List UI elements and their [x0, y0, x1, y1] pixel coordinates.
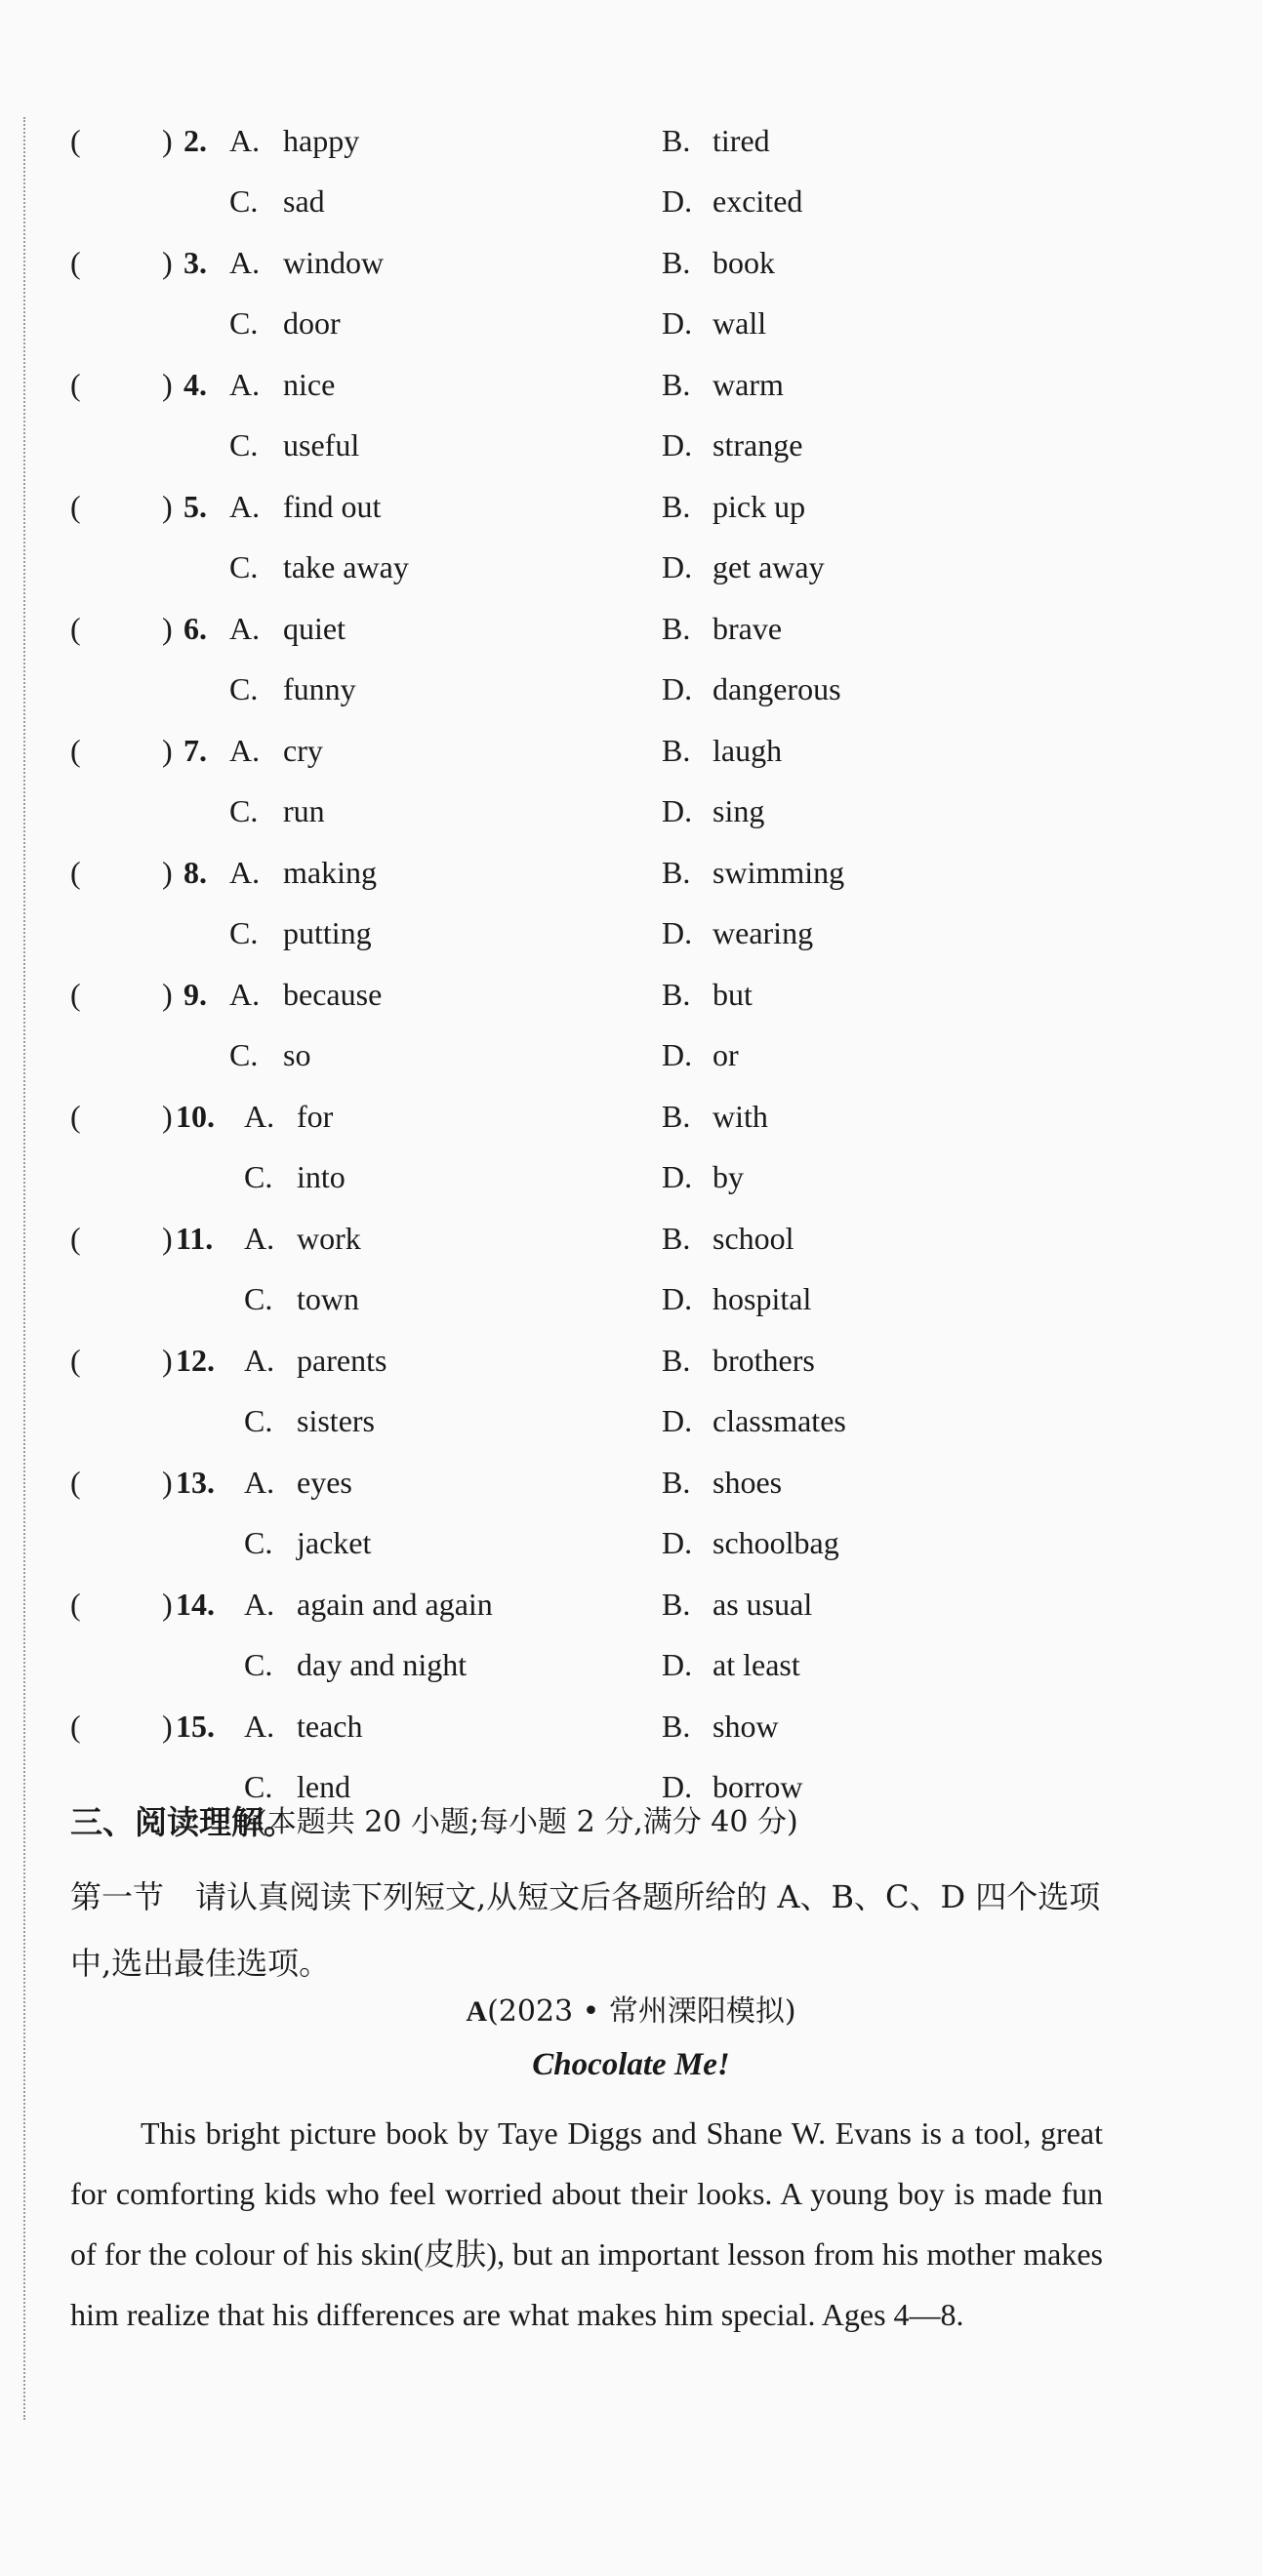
- question-row: [0, 232, 1262, 293]
- question-row: [0, 964, 1262, 1025]
- question-row-options: [0, 415, 1262, 475]
- option-letter-a: A.: [229, 367, 261, 402]
- option-a: eyes: [297, 1465, 352, 1500]
- option-b: pick up: [712, 489, 806, 524]
- option-letter-c: C.: [244, 1281, 273, 1316]
- option-letter-d: D.: [662, 1159, 693, 1194]
- option-letter-a: A.: [244, 1465, 275, 1500]
- option-a: because: [283, 977, 383, 1012]
- option-letter-b: B.: [662, 733, 691, 768]
- option-c: jacket: [297, 1525, 372, 1560]
- question-row: [0, 1330, 1262, 1390]
- answer-paren-close: ): [162, 611, 173, 646]
- answer-paren-close: ): [162, 733, 173, 768]
- question-row: [0, 1208, 1262, 1268]
- option-c: town: [297, 1281, 359, 1316]
- answer-paren-open: (: [70, 245, 81, 280]
- option-c: useful: [283, 427, 360, 463]
- option-b: with: [712, 1099, 768, 1134]
- answer-paren-close: ): [162, 977, 173, 1012]
- answer-paren-open: (: [70, 367, 81, 402]
- option-c: into: [297, 1159, 346, 1194]
- option-letter-b: B.: [662, 1587, 691, 1622]
- option-letter-b: B.: [662, 1221, 691, 1256]
- option-letter-d: D.: [662, 671, 693, 706]
- option-a: for: [297, 1099, 334, 1134]
- option-letter-d: D.: [662, 1647, 693, 1682]
- question-number: 5.: [183, 489, 207, 524]
- option-letter-d: D.: [662, 1403, 693, 1438]
- passage-letter: A: [466, 1995, 488, 2028]
- option-letter-a: A.: [229, 123, 261, 158]
- option-b: but: [712, 977, 753, 1012]
- option-d: or: [712, 1037, 739, 1072]
- option-c: so: [283, 1037, 311, 1072]
- answer-paren-close: ): [162, 1465, 173, 1500]
- option-a: happy: [283, 123, 360, 158]
- option-a: again and again: [297, 1587, 493, 1622]
- question-row-options: [0, 903, 1262, 963]
- answer-paren-close: ): [162, 1099, 173, 1134]
- option-letter-c: C.: [244, 1159, 273, 1194]
- answer-paren-close: ): [162, 123, 173, 158]
- passage-text: This bright picture book by Taye Diggs and Shane W. Evans is a tool, great for comforting kids who feel worried about their looks. A young boy is made fun of for the colour of his skin(皮肤), but an important lesson from his mother makes him realize that his differences are what makes him special. Ages 4—8.: [70, 2115, 1103, 2332]
- option-d: classmates: [712, 1403, 846, 1438]
- question-number: 8.: [183, 855, 207, 890]
- question-row: [0, 1086, 1262, 1147]
- option-b: shoes: [712, 1465, 783, 1500]
- option-b: school: [712, 1221, 794, 1256]
- question-number: 4.: [183, 367, 207, 402]
- answer-paren-open: (: [70, 1465, 81, 1500]
- answer-paren-open: (: [70, 855, 81, 890]
- option-letter-b: B.: [662, 123, 691, 158]
- option-letter-d: D.: [662, 1281, 693, 1316]
- option-d: wearing: [712, 915, 814, 950]
- option-letter-b: B.: [662, 245, 691, 280]
- question-row-options: [0, 1268, 1262, 1329]
- option-b: brothers: [712, 1343, 815, 1378]
- option-letter-a: A.: [229, 245, 261, 280]
- option-d: strange: [712, 427, 803, 463]
- option-letter-c: C.: [229, 549, 259, 584]
- option-letter-c: C.: [244, 1403, 273, 1438]
- option-letter-a: A.: [244, 1343, 275, 1378]
- section-note: (本题共 20 小题;每小题 2 分,满分 40 分): [256, 1805, 798, 1839]
- option-letter-b: B.: [662, 1099, 691, 1134]
- answer-paren-open: (: [70, 977, 81, 1012]
- option-letter-d: D.: [662, 183, 693, 219]
- question-row: [0, 720, 1262, 781]
- option-c: putting: [283, 915, 372, 950]
- answer-paren-open: (: [70, 489, 81, 524]
- option-letter-b: B.: [662, 611, 691, 646]
- question-number: 9.: [183, 977, 207, 1012]
- option-letter-a: A.: [229, 489, 261, 524]
- option-c: sisters: [297, 1403, 375, 1438]
- option-letter-d: D.: [662, 1037, 693, 1072]
- option-b: swimming: [712, 855, 845, 890]
- question-number: 12.: [176, 1343, 215, 1378]
- option-letter-a: A.: [244, 1709, 275, 1744]
- answer-paren-open: (: [70, 1343, 81, 1378]
- answer-paren-close: ): [162, 489, 173, 524]
- option-letter-a: A.: [229, 611, 261, 646]
- option-d: by: [712, 1159, 744, 1194]
- option-a: making: [283, 855, 377, 890]
- option-a: cry: [283, 733, 323, 768]
- question-number: 15.: [176, 1709, 215, 1744]
- option-d: get away: [712, 549, 825, 584]
- option-letter-d: D.: [662, 793, 693, 828]
- option-letter-c: C.: [229, 793, 259, 828]
- question-row-options: [0, 537, 1262, 597]
- option-letter-d: D.: [662, 1525, 693, 1560]
- question-row: [0, 1696, 1262, 1756]
- option-letter-d: D.: [662, 427, 693, 463]
- answer-paren-close: ): [162, 245, 173, 280]
- option-letter-b: B.: [662, 489, 691, 524]
- answer-paren-close: ): [162, 1709, 173, 1744]
- option-c: sad: [283, 183, 325, 219]
- option-letter-a: A.: [244, 1099, 275, 1134]
- option-letter-a: A.: [244, 1587, 275, 1622]
- question-row-options: [0, 1025, 1262, 1085]
- option-letter-b: B.: [662, 1465, 691, 1500]
- question-row-options: [0, 1390, 1262, 1451]
- section-instruction: 第一节 请认真阅读下列短文,从短文后各题所给的 A、B、C、D 四个选项中,选出最佳选项。: [70, 1878, 1101, 1982]
- option-letter-c: C.: [229, 183, 259, 219]
- option-a: nice: [283, 367, 336, 402]
- option-c: take away: [283, 549, 409, 584]
- question-number: 14.: [176, 1587, 215, 1622]
- option-a: work: [297, 1221, 361, 1256]
- passage-title: Chocolate Me!: [532, 2047, 730, 2082]
- answer-paren-open: (: [70, 1709, 81, 1744]
- question-row-options: [0, 1634, 1262, 1695]
- answer-paren-open: (: [70, 733, 81, 768]
- option-c: funny: [283, 671, 356, 706]
- option-letter-c: C.: [229, 671, 259, 706]
- option-letter-c: C.: [244, 1525, 273, 1560]
- option-b: show: [712, 1709, 779, 1744]
- question-row: [0, 476, 1262, 537]
- option-letter-b: B.: [662, 1709, 691, 1744]
- option-letter-b: B.: [662, 855, 691, 890]
- question-row-options: [0, 1512, 1262, 1573]
- answer-paren-close: ): [162, 855, 173, 890]
- option-a: find out: [283, 489, 382, 524]
- option-b: tired: [712, 123, 770, 158]
- option-d: wall: [712, 305, 767, 341]
- question-row-options: [0, 781, 1262, 841]
- option-b: brave: [712, 611, 783, 646]
- option-letter-c: C.: [229, 305, 259, 341]
- option-letter-a: A.: [229, 855, 261, 890]
- option-d: borrow: [712, 1769, 803, 1804]
- question-number: 2.: [183, 123, 207, 158]
- option-c: run: [283, 793, 325, 828]
- option-letter-c: C.: [229, 1037, 259, 1072]
- answer-paren-open: (: [70, 123, 81, 158]
- answer-paren-close: ): [162, 1587, 173, 1622]
- section-heading: 三、阅读理解。: [70, 1803, 296, 1841]
- answer-paren-open: (: [70, 611, 81, 646]
- question-row-options: [0, 659, 1262, 719]
- option-b: warm: [712, 367, 784, 402]
- option-letter-b: B.: [662, 367, 691, 402]
- option-d: excited: [712, 183, 803, 219]
- answer-paren-open: (: [70, 1587, 81, 1622]
- option-letter-c: C.: [244, 1647, 273, 1682]
- option-letter-b: B.: [662, 1343, 691, 1378]
- option-letter-a: A.: [244, 1221, 275, 1256]
- option-d: schoolbag: [712, 1525, 839, 1560]
- question-row: [0, 842, 1262, 903]
- option-letter-d: D.: [662, 305, 693, 341]
- option-letter-b: B.: [662, 977, 691, 1012]
- option-letter-a: A.: [229, 733, 261, 768]
- answer-paren-open: (: [70, 1221, 81, 1256]
- option-d: dangerous: [712, 671, 841, 706]
- option-c: day and night: [297, 1647, 468, 1682]
- question-number: 11.: [176, 1221, 214, 1256]
- option-b: book: [712, 245, 775, 280]
- option-letter-d: D.: [662, 915, 693, 950]
- answer-paren-close: ): [162, 1221, 173, 1256]
- question-row: [0, 598, 1262, 659]
- option-b: as usual: [712, 1587, 813, 1622]
- question-number: 6.: [183, 611, 207, 646]
- question-row: [0, 1574, 1262, 1634]
- option-a: quiet: [283, 611, 346, 646]
- option-a: window: [283, 245, 385, 280]
- option-letter-c: C.: [229, 427, 259, 463]
- question-row: [0, 354, 1262, 415]
- question-number: 13.: [176, 1465, 215, 1500]
- passage-source-text: (2023 • 常州溧阳模拟): [487, 1994, 796, 2029]
- answer-paren-open: (: [70, 1099, 81, 1134]
- question-number: 7.: [183, 733, 207, 768]
- option-letter-a: A.: [229, 977, 261, 1012]
- option-letter-d: D.: [662, 1769, 693, 1804]
- option-d: hospital: [712, 1281, 812, 1316]
- option-c: lend: [297, 1769, 351, 1804]
- option-d: at least: [712, 1647, 800, 1682]
- question-row: [0, 1452, 1262, 1512]
- question-row-options: [0, 1147, 1262, 1207]
- option-b: laugh: [712, 733, 783, 768]
- option-d: sing: [712, 793, 765, 828]
- answer-paren-close: ): [162, 1343, 173, 1378]
- question-row-options: [0, 171, 1262, 231]
- question-row-options: [0, 293, 1262, 353]
- question-row: [0, 110, 1262, 171]
- answer-paren-close: ): [162, 367, 173, 402]
- option-letter-c: C.: [244, 1769, 273, 1804]
- option-letter-d: D.: [662, 549, 693, 584]
- question-number: 3.: [183, 245, 207, 280]
- passage-source: [0, 1987, 1262, 2030]
- option-letter-c: C.: [229, 915, 259, 950]
- option-c: door: [283, 305, 341, 341]
- question-number: 10.: [176, 1099, 215, 1134]
- option-a: teach: [297, 1709, 363, 1744]
- option-a: parents: [297, 1343, 387, 1378]
